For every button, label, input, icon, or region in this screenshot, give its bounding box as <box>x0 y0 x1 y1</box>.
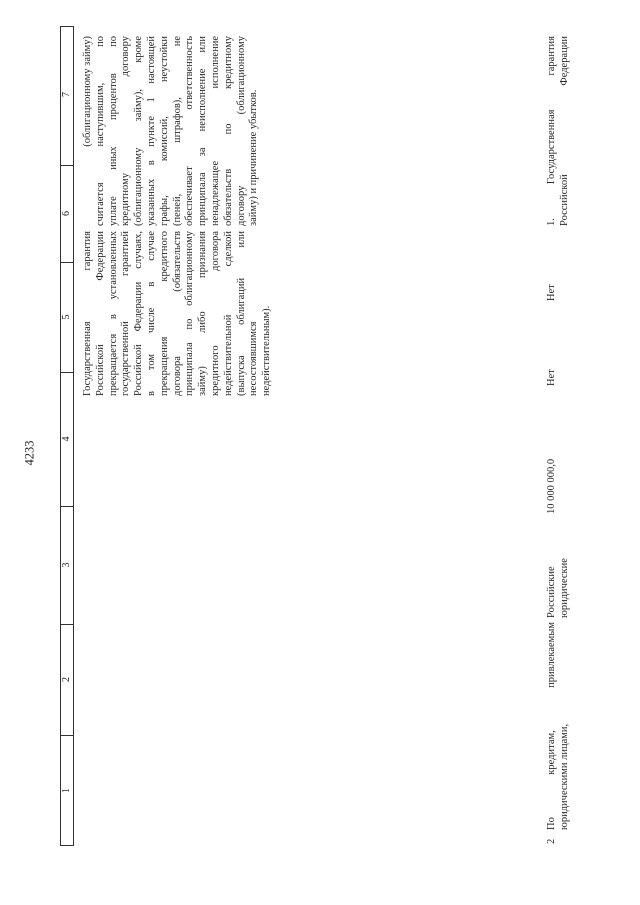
text-line: займу) либо признания <box>197 231 209 396</box>
text-line: принципала за неисполнение или <box>197 36 209 226</box>
row-2-col5: Нет <box>546 369 557 386</box>
text-line: По кредитам, привлекаемым <box>546 622 557 830</box>
header-col-2: 2 <box>61 624 73 736</box>
text-line: (пеней, штрафов), не <box>171 36 183 226</box>
row-2-principal <box>546 518 572 618</box>
text-line: (выпуска облигаций или <box>235 231 247 396</box>
text-line: обязательств по кредитному <box>222 36 234 226</box>
text-line: юридические <box>558 558 570 618</box>
text-line: юридическими лицами, <box>558 723 570 830</box>
text-line: Государственная гарантия <box>82 231 93 396</box>
text-line: уплате иных процентов по <box>107 36 119 226</box>
header-col-5: 5 <box>61 262 73 373</box>
text-line: Российской Федерации случаях, <box>133 231 145 396</box>
text-line: в том числе в случае <box>145 231 157 396</box>
text-line: кредитного договора <box>209 231 221 396</box>
header-col-1: 1 <box>61 788 72 793</box>
header-col-6: 6 <box>61 165 73 263</box>
text-line: кредитному договору <box>120 36 132 226</box>
text-line: Российские <box>546 566 557 618</box>
row-2-purpose <box>546 622 572 830</box>
text-line: принципала по облигационному <box>184 231 196 396</box>
text-line: ненадлежащее исполнение <box>209 36 221 226</box>
header-col-4: 4 <box>61 372 73 507</box>
text-line: прекращается в установленных <box>107 231 119 396</box>
rotated-table <box>60 26 580 846</box>
row-2-number: 2 <box>546 838 557 844</box>
text-line: 1. Государственная гарантия <box>546 36 557 226</box>
text-line: займу) и причинение убытков. <box>248 89 260 226</box>
text-line: Российской Федерации <box>558 36 570 226</box>
table-header <box>60 26 74 846</box>
row-2-col6: Нет <box>546 284 557 301</box>
header-col-3: 3 <box>61 506 73 625</box>
text-line: Российской Федерации <box>94 231 106 396</box>
text-line: указанных в пункте 1 настоящей <box>145 36 157 226</box>
text-line: договору (облигационному <box>235 36 247 226</box>
text-line: обеспечивает ответственность <box>184 36 196 226</box>
row-2-amount: 10 000 000,0 <box>546 458 557 514</box>
continuation-text <box>82 36 261 226</box>
text-line: недействительным). <box>261 305 273 396</box>
text-line: недействительной сделкой <box>222 231 234 396</box>
text-line: государственной гарантией <box>120 231 132 396</box>
text-line: несостоявшимся <box>248 321 260 396</box>
text-line: считается наступившим, по <box>94 36 106 226</box>
text-line: (облигационному займу) <box>82 36 93 147</box>
text-line: графы, комиссий, неустойки <box>158 36 170 226</box>
row-2-conditions <box>546 36 572 226</box>
text-line: (облигационному займу), кроме <box>133 36 145 226</box>
text-line: договора (обязательств <box>171 231 183 396</box>
termination-text <box>82 231 274 396</box>
text-line: прекращения кредитного <box>158 231 170 396</box>
header-col-7: 7 <box>61 24 73 166</box>
